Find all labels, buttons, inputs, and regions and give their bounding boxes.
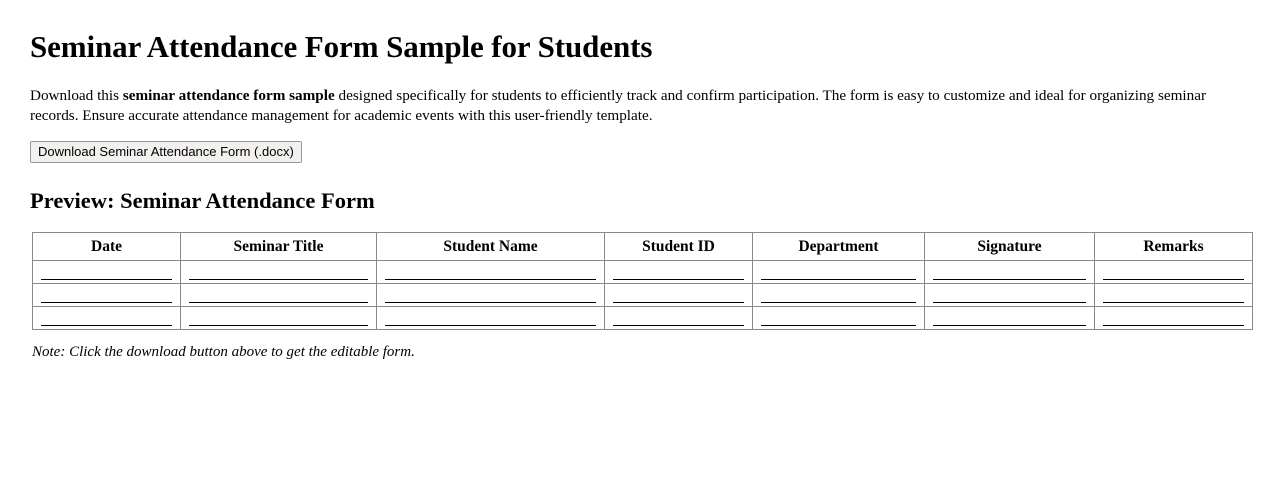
- blank-underline: [613, 286, 744, 303]
- blank-underline: [1103, 286, 1244, 303]
- attendance-table-head: [33, 232, 1253, 260]
- cell-department[interactable]: [753, 260, 925, 283]
- blank-underline: [385, 286, 596, 303]
- blank-underline: [761, 309, 916, 326]
- blank-underline: [761, 286, 916, 303]
- column-header-remarks: Remarks: [1095, 232, 1253, 260]
- intro-paragraph: [30, 86, 1222, 127]
- cell-student-name[interactable]: [377, 283, 605, 306]
- page-title: Seminar Attendance Form Sample for Students: [30, 29, 653, 64]
- intro-text-before-bold: Download this: [30, 87, 123, 105]
- column-header-seminar-title: Seminar Title: [181, 232, 377, 260]
- table-header-row: [33, 232, 1253, 260]
- blank-underline: [613, 263, 744, 280]
- column-header-date: Date: [33, 232, 181, 260]
- blank-underline: [41, 263, 172, 280]
- blank-underline: [933, 263, 1086, 280]
- attendance-table: [32, 232, 1253, 330]
- blank-underline: [385, 263, 596, 280]
- blank-underline: [933, 286, 1086, 303]
- blank-underline: [761, 263, 916, 280]
- download-seminar-attendance-form-button[interactable]: Download Seminar Attendance Form (.docx): [30, 141, 302, 163]
- cell-seminar-title[interactable]: [181, 306, 377, 329]
- cell-date[interactable]: [33, 260, 181, 283]
- cell-seminar-title[interactable]: [181, 283, 377, 306]
- table-row: [33, 260, 1253, 283]
- intro-text-after-bold: designed specifically for students to efficiently track and confirm participation. The form is easy to customize and ideal for organizing seminar records. Ensure accurate attendance management for academic events with this user-friendly template.: [30, 87, 1207, 125]
- cell-remarks[interactable]: [1095, 260, 1253, 283]
- blank-underline: [613, 309, 744, 326]
- footer-note: Note: Click the download button above to get the editable form.: [32, 343, 415, 360]
- table-row: [33, 283, 1253, 306]
- intro-bold-phrase: seminar attendance form sample: [122, 87, 335, 105]
- blank-underline: [933, 309, 1086, 326]
- blank-underline: [41, 286, 172, 303]
- column-header-department: Department: [753, 232, 925, 260]
- cell-student-id[interactable]: [605, 283, 753, 306]
- cell-seminar-title[interactable]: [181, 260, 377, 283]
- cell-department[interactable]: [753, 283, 925, 306]
- cell-signature[interactable]: [925, 283, 1095, 306]
- cell-date[interactable]: [33, 306, 181, 329]
- attendance-table-body: [33, 260, 1253, 329]
- table-row: [33, 306, 1253, 329]
- preview-heading: Preview: Seminar Attendance Form: [30, 187, 375, 213]
- blank-underline: [1103, 263, 1244, 280]
- cell-student-id[interactable]: [605, 260, 753, 283]
- cell-department[interactable]: [753, 306, 925, 329]
- cell-signature[interactable]: [925, 260, 1095, 283]
- column-header-signature: Signature: [925, 232, 1095, 260]
- cell-student-name[interactable]: [377, 306, 605, 329]
- column-header-student-id: Student ID: [605, 232, 753, 260]
- cell-date[interactable]: [33, 283, 181, 306]
- cell-student-name[interactable]: [377, 260, 605, 283]
- column-header-student-name: Student Name: [377, 232, 605, 260]
- blank-underline: [1103, 309, 1244, 326]
- cell-remarks[interactable]: [1095, 306, 1253, 329]
- blank-underline: [189, 309, 368, 326]
- cell-remarks[interactable]: [1095, 283, 1253, 306]
- cell-student-id[interactable]: [605, 306, 753, 329]
- blank-underline: [41, 309, 172, 326]
- cell-signature[interactable]: [925, 306, 1095, 329]
- blank-underline: [189, 286, 368, 303]
- blank-underline: [385, 309, 596, 326]
- blank-underline: [189, 263, 368, 280]
